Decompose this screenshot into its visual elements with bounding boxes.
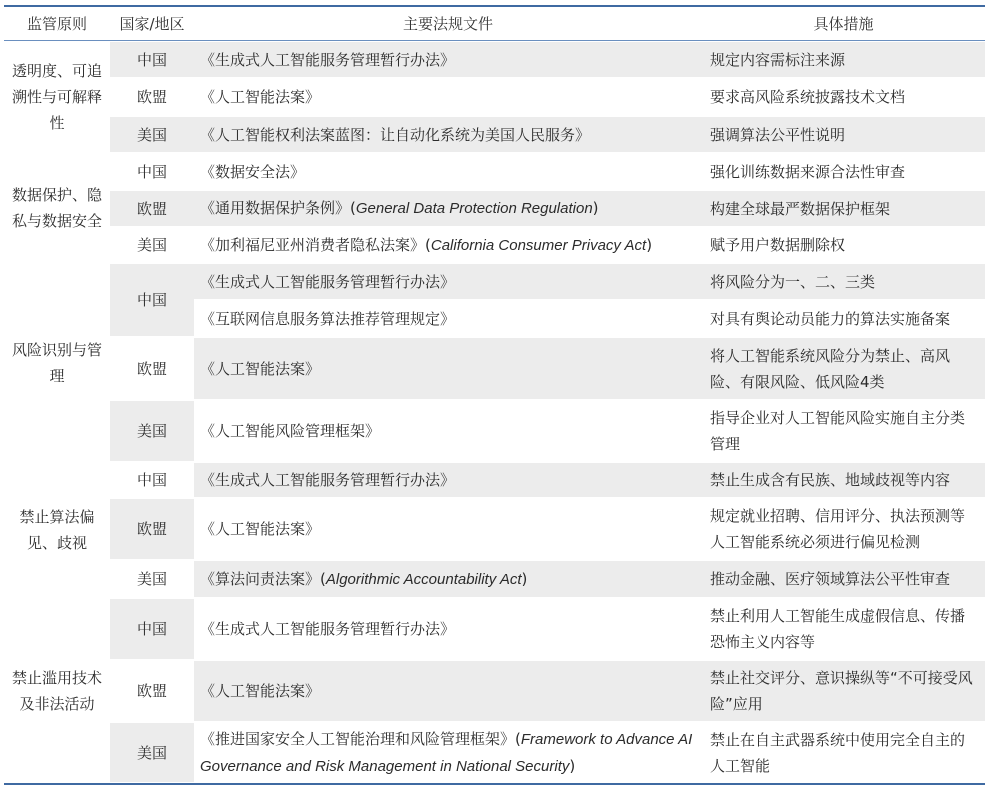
- column-header-principle: [4, 7, 110, 40]
- law-cell: [194, 191, 702, 226]
- law-cell: [194, 338, 702, 399]
- region-cell: [110, 599, 194, 659]
- law-english-title: Algorithmic Accountability Act: [325, 570, 522, 588]
- law-text: [200, 418, 380, 444]
- region-cell: [110, 401, 194, 461]
- measure-cell: [702, 338, 985, 399]
- law-cell: [194, 723, 702, 782]
- law-title-close: ): [569, 756, 576, 775]
- region-cell: [110, 561, 194, 597]
- region-cell: [110, 79, 194, 115]
- principle-label: 风险识别与管理: [12, 340, 103, 385]
- region-cell: [110, 499, 194, 559]
- law-cell: [194, 499, 702, 559]
- law-text: [200, 122, 590, 148]
- law-text: [200, 356, 320, 382]
- region-label: 中国: [136, 50, 167, 69]
- law-title: 《生成式人工智能服务管理暂行办法》: [200, 620, 456, 638]
- law-text: [200, 566, 527, 593]
- column-header-label: 监管原则: [26, 14, 87, 33]
- measure-cell: [702, 191, 985, 226]
- law-title: 《生成式人工智能服务管理暂行办法》: [200, 272, 456, 291]
- law-title: 《人工智能法案》: [200, 359, 321, 378]
- law-text: [200, 84, 320, 110]
- measure-text: 指导企业对人工智能风险实施自主分类管理: [710, 409, 966, 453]
- law-cell: [194, 154, 702, 189]
- measure-cell: [702, 561, 985, 597]
- law-text: [200, 306, 455, 332]
- principle-cell: [4, 263, 110, 462]
- measure-text: 对具有舆论动员能力的算法实施备案: [710, 309, 951, 328]
- region-label: 美国: [136, 422, 167, 440]
- measure-cell: [702, 661, 985, 721]
- law-cell: [194, 79, 702, 115]
- law-cell: [194, 301, 702, 336]
- region-cell: [110, 264, 194, 336]
- measure-text: 构建全球最严数据保护框架: [710, 199, 891, 218]
- column-header-law: [194, 7, 702, 40]
- law-title: 《生成式人工智能服务管理暂行办法》: [200, 50, 456, 69]
- region-label: 美国: [136, 570, 167, 588]
- measure-text: 禁止利用人工智能生成虚假信息、传播恐怖主义内容等: [710, 607, 966, 651]
- column-header-label: 主要法规文件: [402, 14, 493, 33]
- law-cell: [194, 463, 702, 497]
- measure-text: 赋予用户数据删除权: [710, 236, 846, 254]
- law-text: [200, 616, 455, 642]
- region-cell: [110, 228, 194, 262]
- measure-cell: [702, 723, 985, 782]
- measure-text: 将风险分为一、二、三类: [710, 272, 876, 291]
- law-english-title: General Data Protection Regulation: [355, 200, 593, 217]
- measure-text: 禁止在自主武器系统中使用完全自主的人工智能: [710, 730, 966, 775]
- measure-text: 禁止生成含有民族、地域歧视等内容: [710, 471, 951, 489]
- column-header-measure: [702, 7, 985, 40]
- region-cell: [110, 723, 194, 782]
- measure-text: 将人工智能系统风险分为禁止、高风险、有限风险、低风险4类: [710, 346, 951, 391]
- measure-cell: [702, 117, 985, 152]
- law-cell: [194, 401, 702, 461]
- region-cell: [110, 661, 194, 721]
- law-title: 《推进国家安全人工智能治理和风险管理框架》(: [200, 729, 521, 748]
- region-label: 中国: [136, 620, 167, 638]
- measure-text: 推动金融、医疗领域算法公平性审查: [710, 570, 951, 588]
- law-title: 《数据安全法》: [200, 162, 306, 181]
- law-cell: [194, 264, 702, 299]
- measure-cell: [702, 154, 985, 189]
- law-title-close: ): [521, 569, 528, 588]
- table-header-rule: [4, 40, 985, 41]
- region-label: 美国: [136, 236, 167, 254]
- table-bottom-rule: [4, 783, 985, 785]
- law-english-title: Framework to Advance AI Governance and Risk Management in National Security: [200, 730, 693, 775]
- measure-text: 强化训练数据来源合法性审查: [710, 162, 906, 181]
- measure-cell: [702, 301, 985, 336]
- law-text: [200, 726, 696, 780]
- region-label: 美国: [136, 125, 167, 144]
- law-cell: [194, 561, 702, 597]
- measure-cell: [702, 499, 985, 559]
- principle-cell: [4, 41, 110, 153]
- law-text: [200, 47, 455, 73]
- law-english-title: California Consumer Privacy Act: [430, 236, 647, 254]
- law-title: 《人工智能法案》: [200, 520, 321, 538]
- region-label: 欧盟: [136, 88, 167, 106]
- law-title: 《加利福尼亚州消费者隐私法案》(: [200, 235, 431, 254]
- law-title: 《互联网信息服务算法推荐管理规定》: [200, 309, 456, 328]
- measure-cell: [702, 401, 985, 461]
- region-label: 中国: [136, 162, 167, 181]
- measure-text: 规定就业招聘、信用评分、执法预测等人工智能系统必须进行偏见检测: [710, 507, 966, 551]
- law-cell: [194, 228, 702, 262]
- law-text: [200, 232, 652, 259]
- law-text: [200, 467, 455, 493]
- principle-label: 数据保护、隐私与数据安全: [12, 186, 103, 230]
- region-label: 中国: [136, 291, 167, 309]
- region-cell: [110, 154, 194, 189]
- principle-label: 禁止滥用技术及非法活动: [12, 668, 103, 713]
- law-text: [200, 678, 320, 704]
- region-label: 欧盟: [136, 682, 167, 700]
- measure-text: 规定内容需标注来源: [710, 50, 846, 69]
- law-title: 《算法问责法案》(: [200, 569, 326, 588]
- region-cell: [110, 42, 194, 77]
- principle-label: 禁止算法偏见、歧视: [19, 508, 95, 552]
- measure-cell: [702, 42, 985, 77]
- law-title: 《人工智能权利法案蓝图：让自动化系统为美国人民服务》: [200, 125, 591, 144]
- law-cell: [194, 661, 702, 721]
- region-cell: [110, 463, 194, 497]
- principle-cell: [4, 598, 110, 783]
- region-cell: [110, 191, 194, 226]
- region-label: 中国: [136, 471, 167, 489]
- region-cell: [110, 117, 194, 152]
- measure-text: 强调算法公平性说明: [710, 125, 846, 144]
- law-title-close: ): [646, 235, 653, 254]
- law-title: 《人工智能风险管理框架》: [200, 422, 381, 440]
- law-text: [200, 159, 305, 185]
- measure-text: 禁止社交评分、意识操纵等“不可接受风险”应用: [710, 669, 973, 713]
- region-cell: [110, 338, 194, 399]
- measure-cell: [702, 228, 985, 262]
- law-text: [200, 269, 455, 295]
- law-text: [200, 195, 599, 222]
- measure-cell: [702, 264, 985, 299]
- principle-label: 透明度、可追溯性与可解释性: [12, 62, 103, 132]
- region-label: 欧盟: [136, 359, 167, 378]
- column-header-region: [110, 7, 194, 40]
- law-cell: [194, 42, 702, 77]
- principle-cell: [4, 153, 110, 263]
- law-title: 《人工智能法案》: [200, 88, 321, 106]
- measure-cell: [702, 463, 985, 497]
- column-header-label: 国家/地区: [119, 14, 185, 33]
- column-header-label: 具体措施: [813, 14, 874, 33]
- region-label: 欧盟: [136, 199, 167, 218]
- measure-text: 要求高风险系统披露技术文档: [710, 88, 906, 106]
- region-label: 美国: [136, 743, 167, 762]
- law-title: 《生成式人工智能服务管理暂行办法》: [200, 471, 456, 489]
- region-label: 欧盟: [136, 520, 167, 538]
- measure-cell: [702, 599, 985, 659]
- law-title: 《人工智能法案》: [200, 682, 321, 700]
- law-title-close: ): [592, 199, 599, 217]
- law-cell: [194, 599, 702, 659]
- measure-cell: [702, 79, 985, 115]
- law-title: 《通用数据保护条例》(: [200, 199, 356, 217]
- law-text: [200, 516, 320, 542]
- law-cell: [194, 117, 702, 152]
- principle-cell: [4, 462, 110, 598]
